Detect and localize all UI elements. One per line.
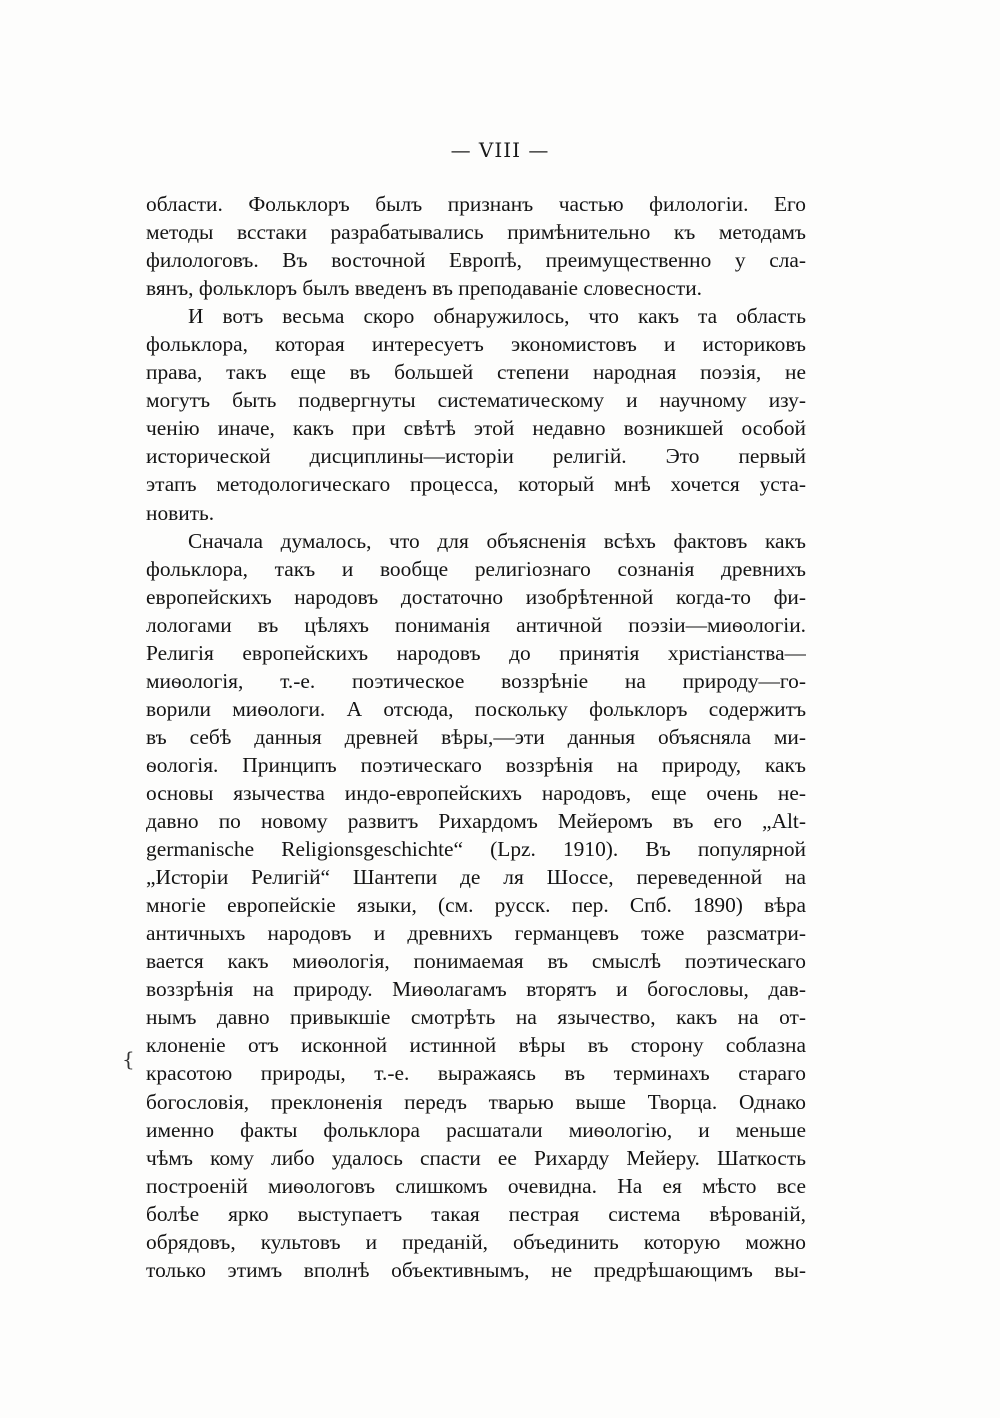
- text-line: ченію иначе, какъ при свѣтѣ этой недавно возникшей особой: [146, 416, 806, 441]
- text-line: именно факты фольклора расшатали миѳологію, и меньше: [146, 1117, 806, 1142]
- text-line: клоненіе отъ исконной истинной вѣры въ сторону соблазна: [146, 1033, 806, 1058]
- text-line: миѳологія, т.-е. поэтическое воззрѣніе на природу—го-: [146, 668, 806, 693]
- text-line: филологовъ. Въ восточной Европѣ, преимущественно у сла-: [146, 248, 806, 273]
- text-line: красотою природы, т.-е. выражаясь въ терминахъ стараго: [146, 1061, 806, 1086]
- text-line: ѳологія. Принципъ поэтическаго воззрѣнія на природу, какъ: [146, 752, 806, 777]
- text-line: обрядовъ, культовъ и преданій, объединить которую можно: [146, 1229, 806, 1254]
- text-line: фольклора, которая интересуетъ экономистовъ и историковъ: [146, 332, 806, 357]
- text-line: области. Фольклоръ былъ признанъ частью филологіи. Его: [146, 192, 806, 216]
- text-line: этапъ методологическаго процесса, который мнѣ хочется уста-: [146, 472, 806, 497]
- text-line: построеній миѳологовъ слишкомъ очевидна. На ея мѣсто все: [146, 1173, 806, 1198]
- text-line: И вотъ весьма скоро обнаружилось, что какъ та область: [188, 304, 806, 329]
- text-line: болѣе ярко выступаетъ такая пестрая система вѣрованій,: [146, 1201, 806, 1226]
- text-line: античныхъ народовъ и древнихъ германцевъ тоже разсматри-: [146, 921, 806, 946]
- text-line: Сначала думалось, что для объясненія всѣхъ фактовъ какъ: [188, 528, 806, 553]
- text-line: богословія, преклоненія передъ тварью выше Творца. Однако: [146, 1089, 806, 1114]
- text-line: чѣмъ кому либо удалось спасти ее Рихарду Мейеру. Шаткость: [146, 1145, 806, 1170]
- text-line: въ себѣ данныя древней вѣры,—эти данныя объясняла ми-: [146, 724, 806, 749]
- text-line: могутъ быть подвергнуты систематическому и научному изу-: [146, 388, 806, 413]
- text-line: лологами въ цѣляхъ пониманія античной поэзіи—миѳологіи.: [146, 612, 806, 637]
- margin-brace-mark: {: [122, 1047, 135, 1071]
- text-line: фольклора, такъ и вообще религіознаго сознанія древнихъ: [146, 556, 806, 581]
- text-line: вается какъ миѳологія, понимаемая въ смыслѣ поэтическаго: [146, 949, 806, 974]
- text-line: давно по новому развитъ Рихардомъ Мейеромъ въ его „Alt-: [146, 809, 806, 834]
- text-line: ворили миѳологи. А отсюда, поскольку фольклоръ содержитъ: [146, 696, 806, 721]
- text-line: germanische Religionsgeschichte“ (Lpz. 1910). Въ популярной: [146, 837, 806, 862]
- text-line: новить.: [146, 500, 215, 525]
- text-line: методы всстаки разрабатывались примѣнительно къ методамъ: [146, 220, 806, 245]
- text-line: „Исторіи Религій“ Шантепи де ля Шоссе, переведенной на: [146, 865, 806, 890]
- text-line: исторической дисциплины—исторіи религій. Это первый: [146, 444, 806, 469]
- text-line: вянъ, фольклоръ былъ введенъ въ преподаваніе словесности.: [146, 276, 703, 301]
- text-line: только этимъ вполнѣ объективнымъ, не предрѣшающимъ вы-: [146, 1257, 806, 1282]
- text-line: основы язычества индо-европейскихъ народовъ, еще очень не-: [146, 780, 806, 805]
- text-line: воззрѣнія на природу. Миѳолагамъ вторятъ и богословы, дав-: [146, 977, 806, 1002]
- text-line: европейскихъ народовъ достаточно изобрѣтенной когда-то фи-: [146, 584, 806, 609]
- page-number-header: — VIII —: [450, 138, 550, 162]
- body-text: [146, 190, 806, 1284]
- text-line: многіе европейскіе языки, (см. русск. пер. Спб. 1890) вѣра: [146, 893, 806, 918]
- text-line: права, такъ еще въ большей степени народная поэзія, не: [146, 360, 806, 385]
- text-line: Религія европейскихъ народовъ до принятія христіанства—: [146, 640, 806, 665]
- text-line: нымъ давно привыкшіе смотрѣть на язычество, какъ на от-: [146, 1005, 806, 1030]
